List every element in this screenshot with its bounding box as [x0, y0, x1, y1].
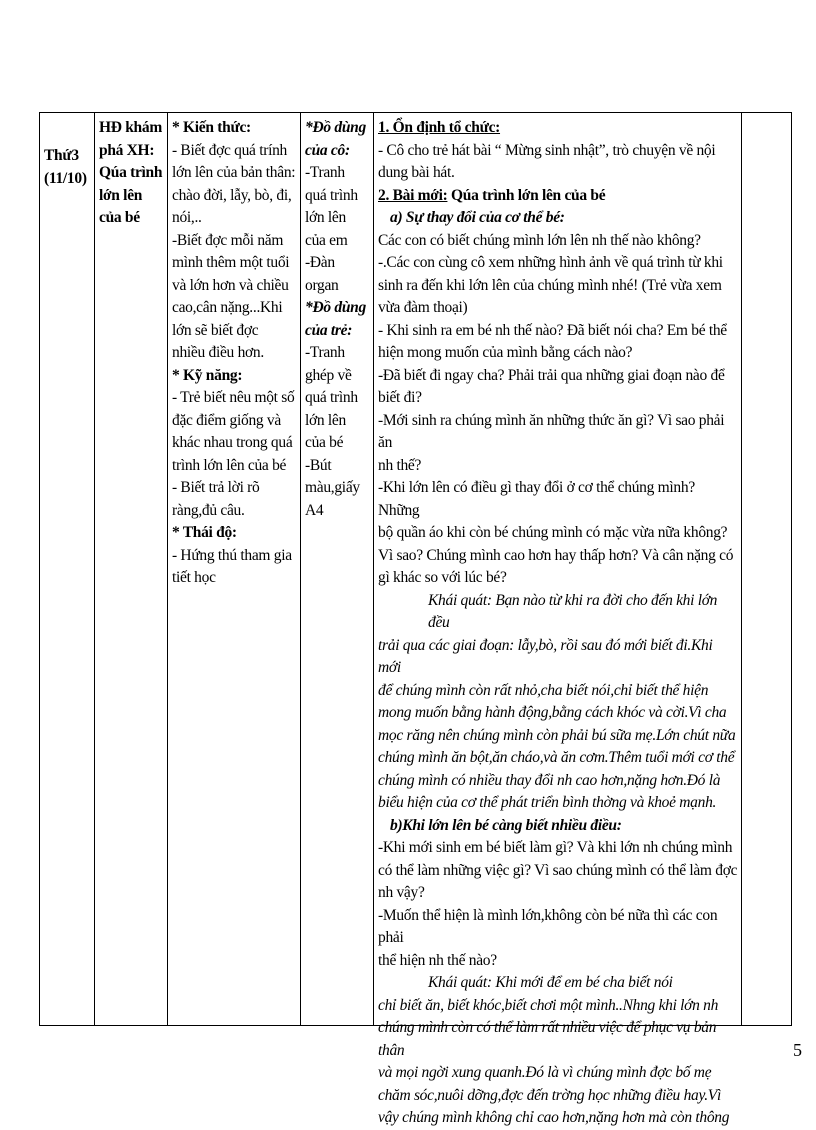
child-materials-heading: của trẻ:	[305, 321, 353, 339]
material-line: của bé	[305, 434, 344, 451]
objective-line: đặc điểm giống và	[172, 411, 281, 429]
skills-heading: * Kỹ năng:	[172, 366, 243, 384]
procedure-line: sinh ra đến khi lớn lên của chúng mình nhé! (Trẻ vừa xem	[378, 276, 722, 294]
procedure-line: -Khi mới sinh em bé biết làm gì? Và khi lớn nh chúng mình	[378, 839, 733, 856]
table-row	[40, 113, 792, 1026]
section-2-heading	[378, 185, 738, 208]
activity-line: HĐ khám	[99, 119, 162, 136]
summary-line: mong muốn bằng hành động,bằng cách khóc và cời.Vì cha	[378, 704, 727, 721]
summary-line: biểu hiện của cơ thể phát triển bình thờng và khoẻ mạnh.	[378, 794, 717, 811]
procedure-line: -Mới sinh ra chúng mình ăn những thức ăn gì? Vì sao phải ăn	[378, 411, 725, 451]
summary-line: vậy chúng mình không chỉ cao hơn,nặng hơn mà còn thông	[378, 1109, 730, 1126]
objective-line: - Trẻ biết nêu một số	[172, 389, 295, 406]
material-line: -Tranh	[305, 164, 345, 181]
section-1-heading: 1. Ổn định tổ chức:	[378, 119, 501, 136]
procedure-line: biết đi?	[378, 389, 422, 406]
material-line: -Bút	[305, 456, 332, 474]
activity-line: lớn lên	[99, 186, 143, 204]
procedure-line: -Khi lớn lên có điều gì thay đổi ở cơ thể chúng mình? Những	[378, 479, 695, 519]
objective-line: ràng,đủ câu.	[172, 501, 245, 519]
summary-line: mọc răng nên chúng mình còn phải bú sữa mẹ.Lớn chút nữa	[378, 726, 736, 744]
procedure-line: có thể làm những việc gì? Vì sao chúng mình có thể làm đợc	[378, 861, 738, 879]
material-line: quá trình	[305, 389, 358, 406]
day-label: Thứ3	[44, 147, 79, 164]
procedure-line: Vì sao? Chúng mình cao hơn hay thấp hơn? Và cân nặng có	[378, 546, 734, 564]
knowledge-heading: * Kiến thức:	[172, 119, 251, 136]
objectives-cell	[168, 113, 301, 1026]
objective-line: chào đời, lẫy, bò, đi,	[172, 186, 292, 204]
part-b-heading: b)Khi lớn lên bé càng biết nhiều điều:	[390, 816, 622, 834]
summary-line: Khái quát: Bạn nào từ khi ra đời cho đến khi lớn đều	[428, 591, 718, 631]
activity-line: Qúa trình	[99, 164, 163, 181]
material-line: lớn lên	[305, 209, 346, 226]
notes-cell	[742, 113, 792, 1026]
activity-line: phá XH:	[99, 141, 155, 159]
objective-line: tiết học	[172, 569, 216, 586]
procedure-line: - Cô cho trẻ hát bài “ Mừng sinh nhật”, trò chuyện về nội	[378, 141, 716, 159]
procedure-cell	[374, 113, 742, 1126]
part-a-heading: a) Sự thay đổi của cơ thể bé:	[390, 209, 565, 226]
objective-line: trình lớn lên của bé	[172, 456, 287, 474]
objective-line: cao,cân nặng...Khi	[172, 299, 283, 316]
material-line: lớn lên	[305, 411, 346, 429]
procedure-line: nh thế?	[378, 456, 422, 474]
procedure-line: -.Các con cùng cô xem những hình ảnh về quá trình từ khi	[378, 254, 723, 271]
objective-line: mình thêm một tuổi	[172, 254, 290, 271]
procedure-line: gì khác so với lúc bé?	[378, 569, 507, 586]
section-2-title: Qúa trình lớn lên của bé	[447, 186, 606, 204]
procedure-line: -Muốn thể hiện là mình lớn,không còn bé nữa thì các con phải	[378, 906, 718, 946]
procedure-line: vừa đàm thoại)	[378, 299, 468, 316]
procedure-line: thể hiện nh thế nào?	[378, 951, 497, 969]
summary-line: chúng mình ăn bột,ăn cháo,và ăn cơm.Thêm tuổi mới cơ thể	[378, 749, 735, 766]
summary-line: chúng mình còn có thể làm rất nhiều việc để phục vụ bản thân	[378, 1019, 717, 1059]
material-line: ghép về	[305, 366, 352, 384]
objective-line: - Biết đợc quá trính	[172, 141, 287, 159]
procedure-line: bộ quần áo khi còn bé chúng mình có mặc vừa nữa không?	[378, 524, 728, 541]
procedure-line: - Khi sinh ra em bé nh thế nào? Đã biết nói cha? Em bé thể	[378, 321, 727, 339]
teacher-materials-heading: của cô:	[305, 141, 350, 159]
procedure-line: -Đã biết đi ngay cha? Phải trải qua những giai đoạn nào để	[378, 366, 725, 384]
teacher-materials-heading: *Đồ dùng	[305, 119, 366, 136]
materials-cell	[301, 113, 374, 1026]
material-line: quá trình	[305, 186, 358, 204]
procedure-line: nh vậy?	[378, 884, 425, 901]
day-cell	[40, 113, 95, 1026]
objective-line: - Hứng thú tham gia	[172, 546, 292, 564]
objective-line: - Biết trả lời rõ	[172, 479, 260, 496]
page-number: 5	[793, 1040, 802, 1060]
objective-line: lớn sẽ biết đợc	[172, 321, 259, 339]
objective-line: nhiều điều hơn.	[172, 344, 264, 361]
material-line: -Đàn	[305, 254, 335, 271]
material-line: -Tranh	[305, 344, 345, 361]
procedure-line: hiện mong muốn của mình bằng cách nào?	[378, 344, 633, 361]
summary-line: Khái quát: Khi mới để em bé cha biết nói	[428, 974, 673, 991]
summary-line: trải qua các giai đoạn: lẫy,bò, rồi sau đó mới biết đi.Khi mới	[378, 636, 713, 676]
summary-line: để chúng mình còn rất nhỏ,cha biết nói,chỉ biết thể hiện	[378, 681, 709, 699]
child-materials-heading: *Đồ dùng	[305, 299, 366, 316]
objective-line: lớn lên của bản thân:	[172, 164, 296, 181]
objective-line: -Biết đợc mỗi năm	[172, 231, 284, 249]
summary-line: chăm sóc,nuôi dỡng,đợc đến trờng học những điều hay.Vì	[378, 1086, 721, 1104]
lesson-plan-table	[39, 112, 792, 1126]
objective-line: nói,..	[172, 209, 202, 226]
summary-line: chúng mình có nhiều thay đổi nh cao hơn,nặng hơn.Đó là	[378, 771, 721, 789]
material-line: của em	[305, 231, 348, 249]
date-label: (11/10)	[44, 169, 87, 187]
material-line: màu,giấy	[305, 479, 360, 496]
section-2-label: 2. Bài mới:	[378, 186, 448, 204]
material-line: organ	[305, 276, 339, 294]
procedure-line: Các con có biết chúng mình lớn lên nh thế nào không?	[378, 231, 701, 249]
activity-cell	[95, 113, 168, 1026]
summary-line: và mọi ngời xung quanh.Đó là vì chúng mình đợc bố mẹ	[378, 1064, 712, 1081]
summary-line: chỉ biết ăn, biết khóc,biết chơi một mình..Nhng khi lớn nh	[378, 996, 719, 1014]
material-line: A4	[305, 501, 324, 519]
activity-line: của bé	[99, 209, 140, 226]
objective-line: khác nhau trong quá	[172, 434, 293, 451]
attitude-heading: * Thái độ:	[172, 524, 237, 541]
objective-line: và lớn hơn và chiều	[172, 276, 289, 294]
procedure-line: dung bài hát.	[378, 164, 455, 181]
